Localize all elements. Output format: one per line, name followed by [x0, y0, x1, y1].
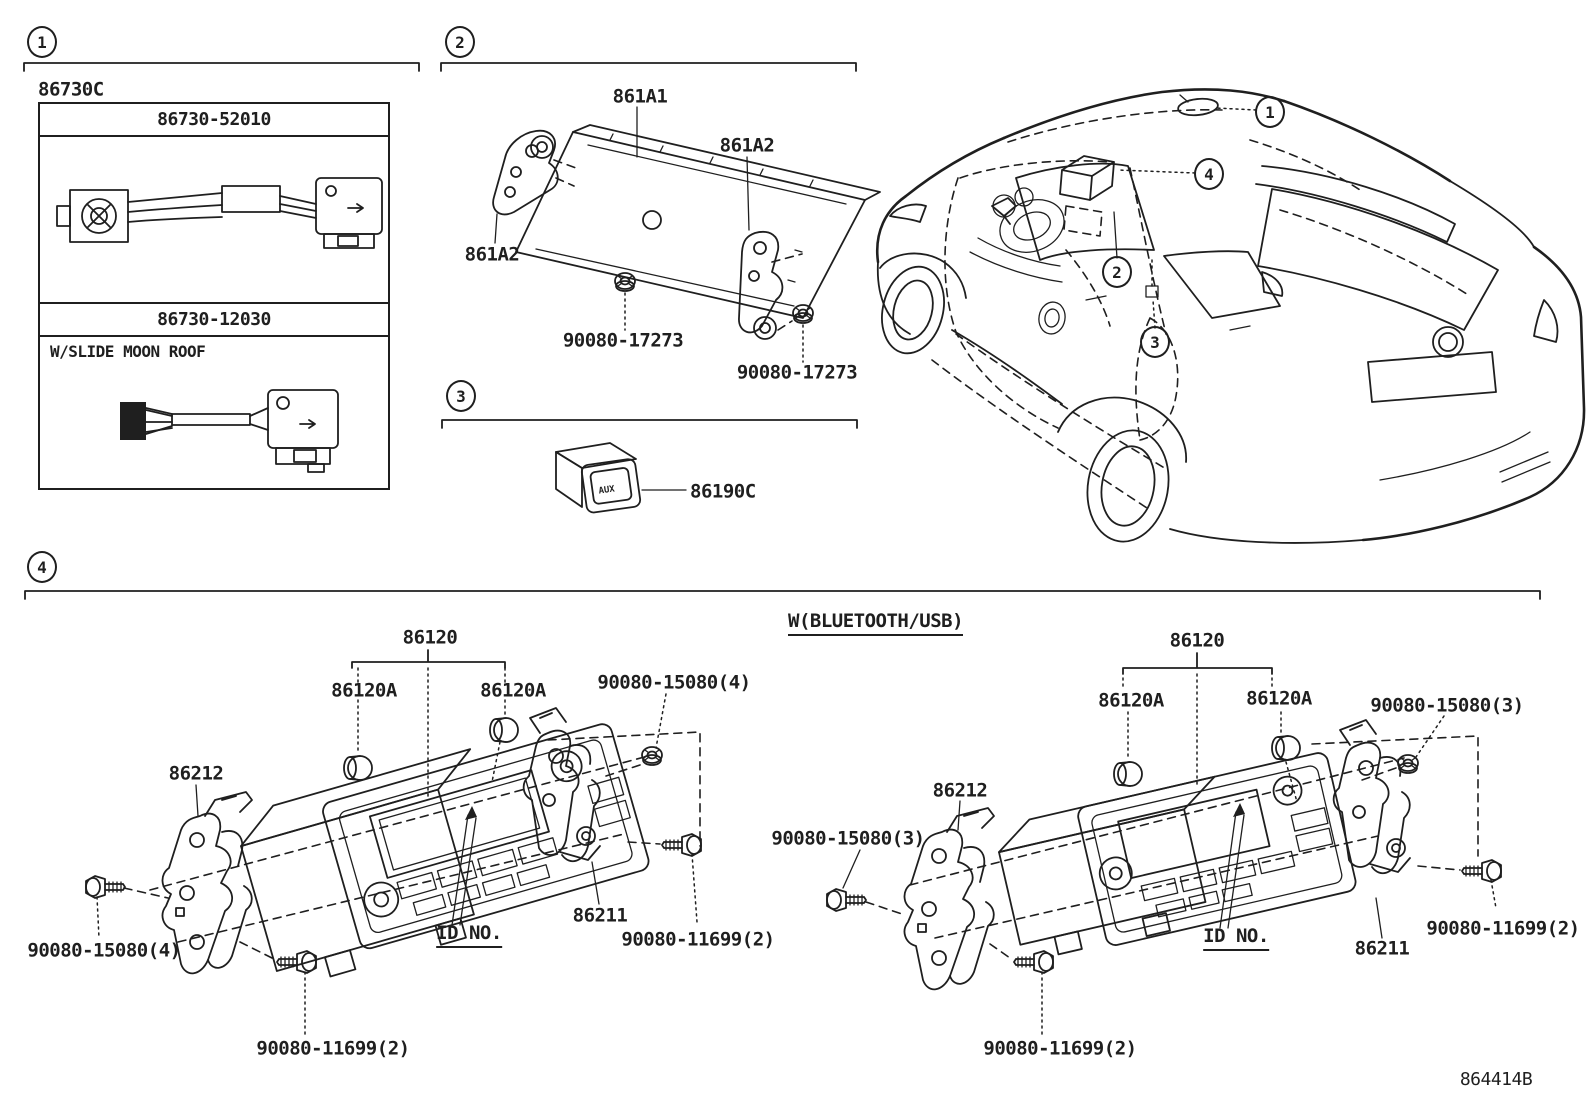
label-std-screw-side: 90080-11699(2) [621, 928, 775, 951]
car-callout-1: 1 [1255, 96, 1285, 128]
car-callout-3: 3 [1140, 326, 1170, 358]
aux-face-text: AUX [597, 484, 616, 497]
car-callout-2: 2 [1102, 256, 1132, 288]
drawing-code: 864414B [1459, 1069, 1533, 1090]
aux-switch-drawing [556, 443, 686, 513]
label-bt-receiver-86120: 86120 [1169, 629, 1225, 652]
label-bt-bracket-86212: 86212 [932, 779, 988, 802]
label-bt-screw-side: 90080-11699(2) [1426, 917, 1580, 940]
label-bt-screw-lower: 90080-11699(2) [983, 1037, 1137, 1060]
label-bt-bolt-upper: 90080-15080(3) [1370, 694, 1524, 717]
label-std-receiver-86120: 86120 [402, 626, 458, 649]
table-note-moon-roof: W/SLIDE MOON ROOF [50, 342, 206, 361]
receiver-86120-standard [233, 710, 656, 990]
label-bt-bolt-lower: 90080-15080(3) [771, 827, 925, 850]
amplifier-assembly-drawing [493, 107, 880, 362]
label-nut-90080-17273-center: 90080-17273 [562, 329, 684, 352]
label-std-screw-lower: 90080-11699(2) [256, 1037, 410, 1060]
section3-callout-badge: 3 [446, 380, 476, 412]
label-std-knob-86120a-left: 86120A [331, 679, 397, 702]
section1-variant-table [38, 102, 390, 490]
section1-callout-badge: 1 [27, 26, 57, 58]
radio-assembly-standard-drawing [86, 650, 701, 1036]
label-switch-86190c: 86190C [690, 480, 756, 503]
label-bt-bracket-86211: 86211 [1354, 937, 1410, 960]
label-std-bracket-86211: 86211 [572, 904, 628, 927]
label-std-bracket-86212: 86212 [168, 762, 224, 785]
table-header-86730-52010: 86730-52010 [40, 104, 388, 137]
label-nut-90080-17273-right: 90080-17273 [736, 361, 858, 384]
section4-callout-badge: 4 [27, 551, 57, 583]
section2-callout-badge: 2 [445, 26, 475, 58]
vehicle-illustration [873, 89, 1584, 548]
label-part-86730c: 86730C [38, 78, 104, 101]
label-std-bolt-upper: 90080-15080(4) [597, 671, 751, 694]
label-bt-variant-title: W(BLUETOOTH/USB) [788, 612, 963, 636]
table-header-86730-12030: 86730-12030 [40, 302, 388, 337]
label-bt-knob-86120a-left: 86120A [1098, 689, 1164, 712]
label-amplifier-861a1: 861A1 [612, 85, 668, 108]
label-bt-knob-86120a-right: 86120A [1246, 687, 1312, 710]
label-bt-id-no: ID NO. [1203, 927, 1269, 951]
label-bracket-861a2-left: 861A2 [464, 243, 520, 266]
label-std-id-no: ID NO. [436, 924, 502, 948]
car-callout-4: 4 [1194, 158, 1224, 190]
label-std-knob-86120a-right: 86120A [480, 679, 546, 702]
label-std-bolt-lower: 90080-15080(4) [27, 939, 181, 962]
label-bracket-861a2-right: 861A2 [719, 134, 775, 157]
